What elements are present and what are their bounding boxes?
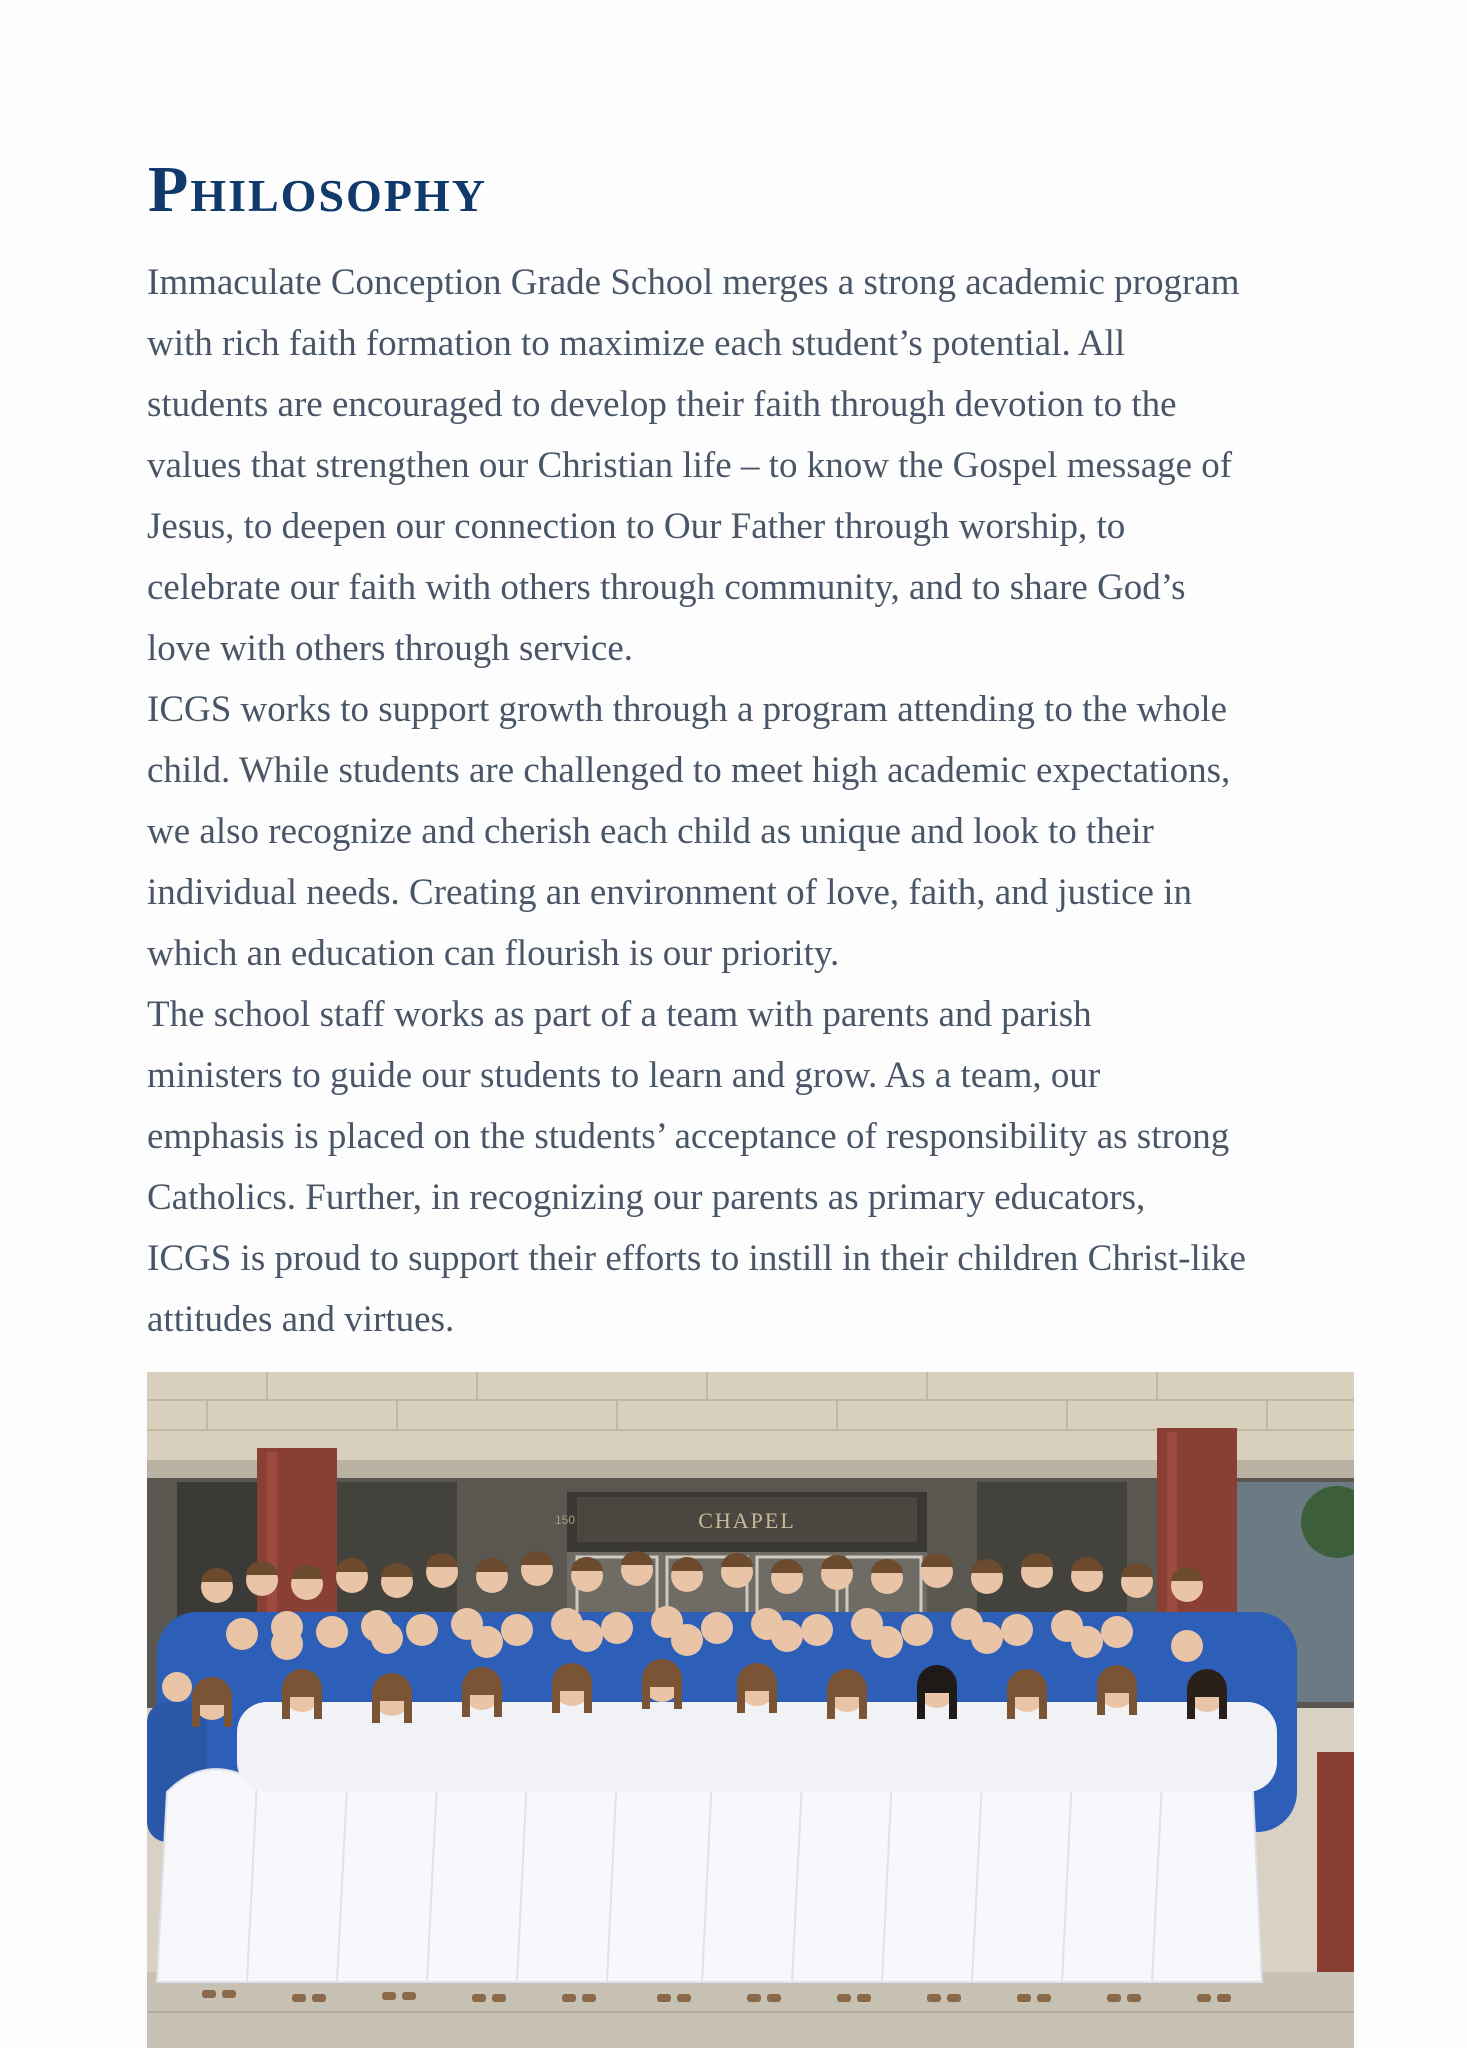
text-line: with rich faith formation to maximize each student’s potential. All bbox=[147, 323, 1126, 364]
paragraph-mission bbox=[147, 252, 1367, 679]
text-line: ICGS is proud to support their efforts to instill in their children Christ-like bbox=[147, 1238, 1246, 1279]
address-number: 150 bbox=[555, 1513, 576, 1527]
body-text bbox=[147, 252, 1367, 1350]
text-line: attitudes and virtues. bbox=[147, 1299, 455, 1340]
chapel-sign: CHAPEL bbox=[698, 1508, 796, 1533]
text-line: Immaculate Conception Grade School merges a strong academic program bbox=[147, 262, 1240, 303]
text-line: which an education can flourish is our priority. bbox=[147, 933, 840, 974]
text-line: The school staff works as part of a team with parents and parish bbox=[147, 994, 1092, 1035]
group-photo-illustration bbox=[147, 1372, 1354, 2048]
paragraph-whole-child bbox=[147, 679, 1367, 984]
text-line: child. While students are challenged to meet high academic expectations, bbox=[147, 750, 1231, 791]
text-line: Jesus, to deepen our connection to Our Father through worship, to bbox=[147, 506, 1126, 547]
ground bbox=[147, 1972, 1354, 2048]
text-line: we also recognize and cherish each child as unique and look to their bbox=[147, 811, 1154, 852]
text-line: individual needs. Creating an environment of love, faith, and justice in bbox=[147, 872, 1192, 913]
paragraph-team bbox=[147, 984, 1367, 1350]
text-line: emphasis is placed on the students’ acceptance of responsibility as strong bbox=[147, 1116, 1230, 1157]
text-line: students are encouraged to develop their faith through devotion to the bbox=[147, 384, 1177, 425]
text-line: love with others through service. bbox=[147, 628, 634, 669]
page-title: Philosophy bbox=[148, 153, 487, 226]
text-line: celebrate our faith with others through community, and to share God’s bbox=[147, 567, 1186, 608]
group-photo bbox=[147, 1372, 1354, 2048]
text-line: ICGS works to support growth through a program attending to the whole bbox=[147, 689, 1228, 730]
text-line: Catholics. Further, in recognizing our parents as primary educators, bbox=[147, 1177, 1146, 1218]
text-line: values that strengthen our Christian life – to know the Gospel message of bbox=[147, 445, 1233, 486]
text-line: ministers to guide our students to learn and grow. As a team, our bbox=[147, 1055, 1101, 1096]
